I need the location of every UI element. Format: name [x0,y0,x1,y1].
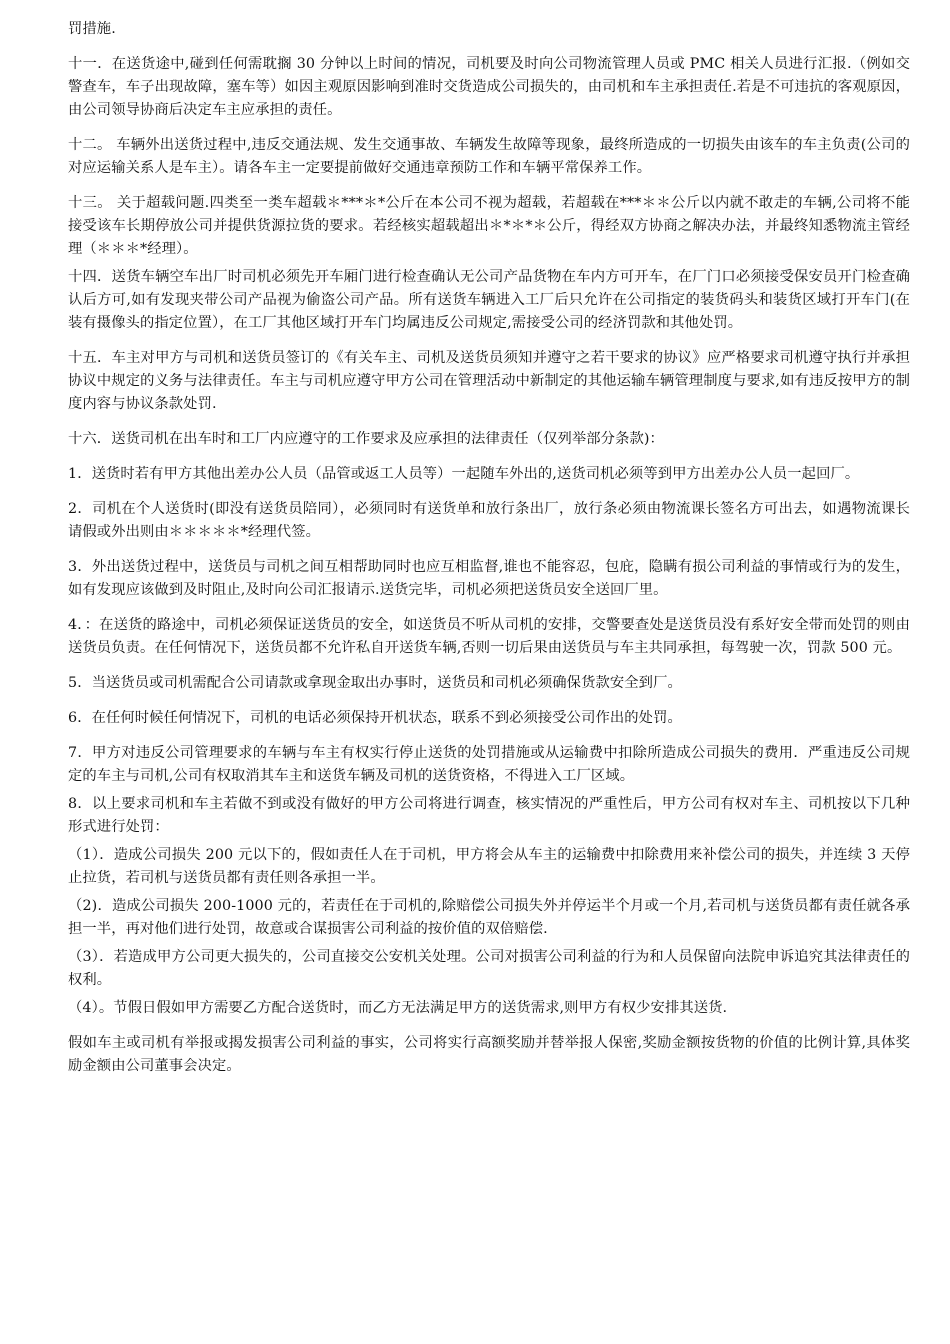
paragraph-clause-13: 十三。 关于超载问题.四类至一类车超载＊***＊*公斤在本公司不视为超载，若超载在***＊＊公斤以内就不敢走的车辆,公司将不能接受该车长期停放公司并提供货源拉货的要求。若经核实超载超出＊*＊*＊公斤，得经双方协商之解决办法，并最终知悉物流主管经理（＊＊＊*经理）。 [68,195,910,257]
paragraph-subitem-4: （4）。节假日假如甲方需要乙方配合送货时，而乙方无法满足甲方的送货需求,则甲方有权少安排其送货. [68,1000,728,1016]
paragraph-clause-11: 十一．在送货途中,碰到任何需耽搁 30 分钟以上时间的情况，司机要及时向公司物流管理人员或 PMC 相关人员进行汇报.（例如交警查车，车子出现故障，塞车等）如因主观原因影响到准时交货造成公司损失的，由司机和车主承担责任.若是不可违抗的客观原因，由公司领导协商后决定车主应承担的责任。 [68,56,910,118]
paragraph-clause-16: 十六．送货司机在出车时和工厂内应遵守的工作要求及应承担的法律责任（仅列举部分条款)： [68,431,664,447]
paragraph-clause-14: 十四．送货车辆空车出厂时司机必须先开车厢门进行检查确认无公司产品货物在车内方可开车，在厂门口必须接受保安员开门检查确认后方可,如有发现夹带公司产品视为偷盗公司产品。所有送货车辆进入工厂后只允许在公司指定的装货码头和装货区域打开车门(在装有摄像头的指定位置），在工厂其他区域打开车门均属违反公司规定,需接受公司的经济罚款和其他处罚。 [68,269,911,331]
paragraph-item-7: 7．甲方对违反公司管理要求的车辆与车主有权实行停止送货的处罚措施或从运输费中扣除所造成公司损失的费用．严重违反公司规定的车主与司机,公司有权取消其车主和送货车辆及司机的送货资格，不得进入工厂区域。 [68,745,910,784]
paragraph-item-5: 5．当送货员或司机需配合公司请款或拿现金取出办事时，送货员和司机必须确保货款安全到厂。 [68,675,682,691]
paragraph-clause-12: 十二。 车辆外出送货过程中,违反交通法规、发生交通事故、车辆发生故障等现象，最终所造成的一切损失由该车的车主负责(公司的对应运输关系人是车主）。请各车主一定要提前做好交通违章预防工作和车辆平常保养工作。 [68,137,910,176]
paragraph-reward-closing: 假如车主或司机有举报或揭发损害公司利益的事实，公司将实行高额奖励并替举报人保密,奖励金额按货物的价值的比例计算,具体奖励金额由公司董事会决定。 [68,1035,910,1074]
paragraph-item-3: 3．外出送货过程中，送货员与司机之间互相帮助同时也应互相监督,谁也不能容忍，包庇，隐瞒有损公司利益的事情或行为的发生，如有发现应该做到及时阻止,及时向公司汇报请示.送货完毕，司机必须把送货员安全送回厂里。 [68,559,910,598]
paragraph-item-2: 2．司机在个人送货时(即没有送货员陪同），必须同时有送货单和放行条出厂，放行条必须由物流课长签名方可出去，如遇物流课长请假或外出则由＊＊＊＊＊*经理代签。 [68,501,910,540]
paragraph-item-6: 6．在任何时候任何情况下，司机的电话必须保持开机状态，联系不到必须接受公司作出的处罚。 [68,710,682,726]
paragraph-item-4: 4．：在送货的路途中，司机必须保证送货员的安全，如送货员不听从司机的安排，交警要查处是送货员没有系好安全带而处罚的则由送货员负责。在任何情况下，送货员都不允许私自开送货车辆,否则一切后果由送货员与车主共同承担，每驾驶一次，罚款 500 元。 [68,617,910,656]
paragraph-subitem-2: （2)．造成公司损失 200-1000 元的，若责任在于司机的,除赔偿公司损失外并停运半个月或一个月,若司机与送货员都有责任就各承担一半，再对他们进行处罚，故意或合谋损害公司利益的按价值的双倍赔偿. [68,898,910,937]
paragraph-subitem-3: （3）．若造成甲方公司更大损失的，公司直接交公安机关处理。公司对损害公司利益的行为和人员保留向法院申诉追究其法律责任的权利。 [68,949,910,988]
paragraph-item-8: 8．以上要求司机和车主若做不到或没有做好的甲方公司将进行调查，核实情况的严重性后，甲方公司有权对车主、司机按以下几种形式进行处罚： [68,796,910,835]
paragraph-subitem-1: （1）．造成公司损失 200 元以下的，假如责任人在于司机，甲方将会从车主的运输费中扣除费用来补偿公司的损失，并连续 3 天停止拉货，若司机与送货员都有责任则各承担一半。 [68,847,910,886]
paragraph-intro-fragment: 罚措施. [68,21,116,37]
paragraph-item-1: 1．送货时若有甲方其他出差办公人员（品管或返工人员等）一起随车外出的,送货司机必须等到甲方出差办公人员一起回厂。 [68,466,860,482]
paragraph-clause-15: 十五．车主对甲方与司机和送货员签订的《有关车主、司机及送货员须知并遵守之若干要求的协议》应严格要求司机遵守执行并承担协议中规定的义务与法律责任。车主与司机应遵守甲方公司在管理活动中新制定的其他运输车辆管理制度与要求,如有违反按甲方的制度内容与协议条款处罚. [68,350,910,412]
